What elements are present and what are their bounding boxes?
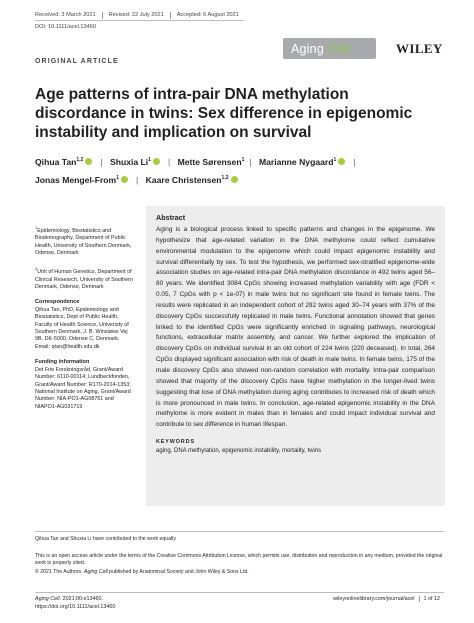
keywords: aging, DNA methylation, epigenomic instability, mortality, twins xyxy=(156,448,322,455)
orcid-icon[interactable] xyxy=(85,158,92,165)
journal-logo[interactable] xyxy=(283,38,376,59)
abstract-text: Aging is a biological process linked to specific patterns and changes in the epigenome. We hypothesize that age-related variation in the DNA methylome could reflect cumulative environmental modulation to the epigenome which could impact epigenomic instability and survival differentially by sex. To test the hypothesis, we performed sex-stratified epigenome-wide association studies on age-related intra-pair DNA methylation discordance in 492 twins aged 56–80 years. We identified 3084 CpGs showing increased methylation variability with age (FDR < 0.05, 7 CpGs with p < 1e-07) in male twins but no significant site found in female twins. The results were replicated in an independent cohort of 292 twins aged 30–74 years with 37% of the discovery CpGs successfully replicated in male twins. Functional annotation showed that genes linked to the identified CpGs were significantly enriched in signaling pathways, neurological functions, extracellular matrix assembly, and cancer. We further explored the implication of discovery CpGs on individual survival in an old cohort of 224 twins (220 deceased). In total, 264 CpGs displayed significant association with risk of death in male twins. In female twins, 175 of the male discovery CpGs also showed non-random correlation with mortality. Intra-pair comparison showed that majority of the discovery CpGs have higher methylation in the longer-lived twins suggesting that lose of DNA methylation during aging contributes to increased risk of death which is more pronounced in male twins. In conclusion, age-related epigenomic instability in the DNA methylome is more evident in males than in females and could impact individual survival and contribute to sex difference in human lifespan. xyxy=(156,226,435,429)
publisher-logo[interactable]: WILEY xyxy=(396,41,443,56)
author-list xyxy=(35,152,440,188)
doi[interactable]: DOI: 10.1111/acel.13460 xyxy=(35,24,96,30)
correspondence-heading: Correspondence xyxy=(35,299,80,306)
footer-citation xyxy=(35,596,115,611)
author[interactable]: Marianne Nygaard$^1$ xyxy=(259,157,348,167)
journal-name-part2: Cell xyxy=(327,41,350,56)
abstract-heading: Abstract xyxy=(156,213,186,222)
copyright-note: © 2021 The Authors. Aging Cell published by Anatomical Society and John Wiley & Sons Ltd. xyxy=(35,569,249,575)
author-separator: | xyxy=(353,156,356,167)
author[interactable]: Jonas Mengel-From$^1$ xyxy=(35,175,131,185)
footnote-rule xyxy=(35,531,444,532)
funding-heading: Funding information xyxy=(35,359,90,366)
author-separator: | xyxy=(167,156,171,167)
page-number: 1 of 12 xyxy=(419,596,445,602)
author[interactable]: Kaare Christensen$^{1,2}$ xyxy=(146,175,241,185)
author-separator: | xyxy=(100,156,103,167)
revised-date: Revised: 22 July 2021 xyxy=(103,12,171,19)
correspondence-email[interactable]: Email: qtan@health.sdu.dk xyxy=(35,343,100,350)
footer-site-link[interactable]: wileyonlinelibrary.com/journal/acel xyxy=(333,596,415,602)
header-rule xyxy=(35,20,244,21)
footer-doi[interactable]: https://doi.org/10.1111/acel.13460 xyxy=(35,603,116,610)
affiliation-2: $^2$Unit of Human Genetics, Department of Clinical Research, University of Southern Denmark, Odense, Denmark xyxy=(35,266,133,291)
author-separator: | xyxy=(135,174,139,185)
footer-rule xyxy=(35,592,444,593)
footer-volume: . 2021;00:e13460. xyxy=(59,596,104,602)
footer-journal: Aging Cell xyxy=(35,596,60,602)
author[interactable]: Mette Sørensen$^1$ xyxy=(177,156,245,167)
license-note: This is an open access article under the terms of the Creative Commons Attribution License, which permits use, distribution and reproduction in any medium, provided the original work is properly cited. xyxy=(35,553,443,567)
orcid-icon[interactable] xyxy=(231,176,238,183)
article-type: ORIGINAL ARTICLE xyxy=(35,58,119,65)
sidebar xyxy=(35,224,135,419)
received-date: Received: 3 March 2021 xyxy=(35,12,103,19)
article-title: Age patterns of intra-pair DNA methylation discordance in twins: Sex difference in epigenomic instability and implication on survival xyxy=(35,86,413,141)
accepted-date: Accepted: 6 August 2021 xyxy=(176,12,239,18)
funding-text: Det Frie Forskningsråd, Grant/Award Number: 6110-00114; Lundbeckfonden, Grant/Award Number: R170-2014-1353; National Institute on Aging, Grant/Award Number: NIA-PO1-AG08761 and NIAPO1-AG031719 xyxy=(35,366,131,410)
footer-right xyxy=(329,596,444,602)
correspondence xyxy=(35,299,135,351)
affiliation-1: $^1$Epidemiology, Biostatistics and Biodemography, Department of Public Health, University of Southern Denmark, Odense, Denmark xyxy=(35,225,132,257)
orcid-icon[interactable] xyxy=(338,158,345,165)
journal-name-part1: Aging xyxy=(291,41,324,56)
funding xyxy=(35,359,135,411)
author[interactable]: Qihua Tan$^{1,2}$ xyxy=(35,157,95,167)
equal-contribution-note: Qihua Tan and Shuxia Li have contributed to the work equally xyxy=(35,536,176,542)
abstract-box xyxy=(146,206,445,506)
correspondence-address: Qihua Tan, PhD, Epidemiology and Biostatistics, Dept of Public Health, Faculty of Health Science, University of Southern Denmark, J. B. Winsløws Vej 9B, DK-5000, Odense C, Denmark. xyxy=(35,306,129,343)
orcid-icon[interactable] xyxy=(153,158,160,165)
article-dates xyxy=(35,12,245,19)
orcid-icon[interactable] xyxy=(121,176,128,183)
author[interactable]: Shuxia Li$^1$ xyxy=(110,157,163,167)
author-separator: | xyxy=(249,156,252,167)
keywords-heading: KEYWORDS xyxy=(156,439,195,446)
